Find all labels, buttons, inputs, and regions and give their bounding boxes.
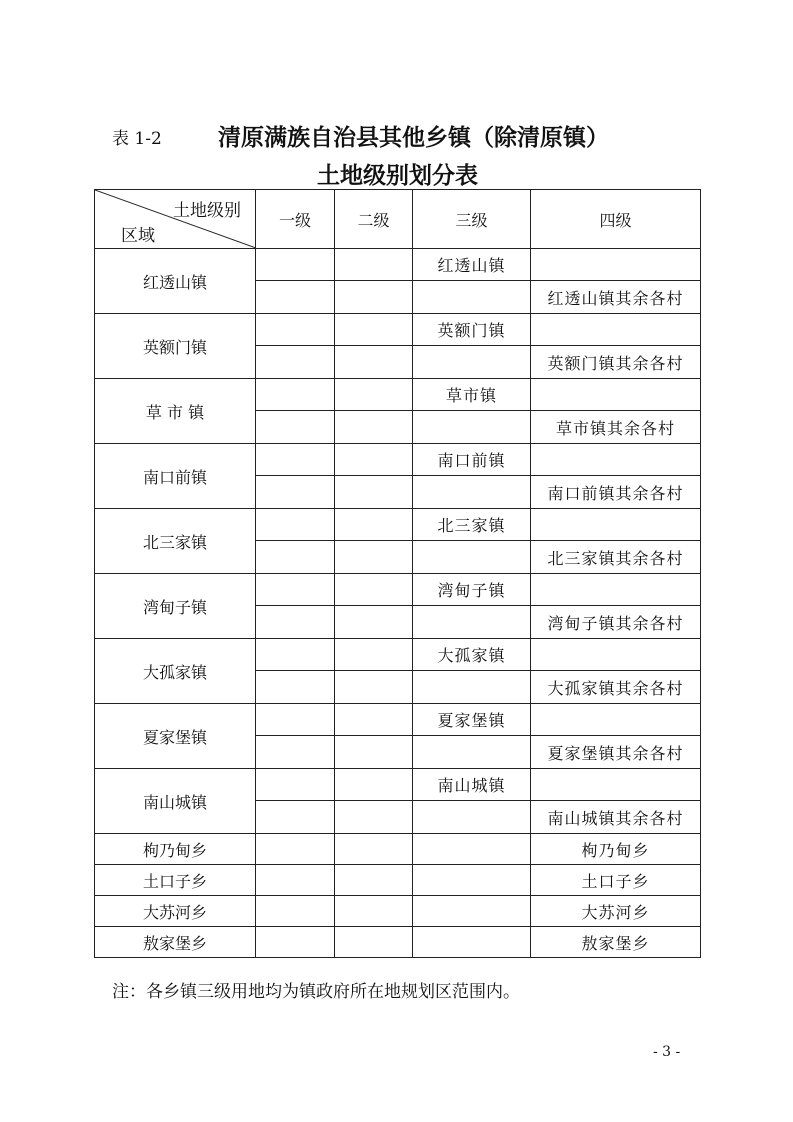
- level-4-area: 南口前镇其余各村: [531, 476, 701, 509]
- level-2-cell: [335, 865, 413, 896]
- header-level-3: 三级: [413, 190, 531, 249]
- level-3-cell: [413, 801, 531, 834]
- table-row: [95, 639, 701, 671]
- header-level-2: 二级: [335, 190, 413, 249]
- level-4-cell: [531, 509, 701, 541]
- table-row: [95, 444, 701, 476]
- level-1-cell: [256, 639, 335, 671]
- level-3-cell: [413, 736, 531, 769]
- level-2-cell: [335, 606, 413, 639]
- level-4-cell: [531, 639, 701, 671]
- level-3-cell: [413, 411, 531, 444]
- level-1-cell: [256, 671, 335, 704]
- level-2-cell: [335, 314, 413, 346]
- level-4-area: 红透山镇其余各村: [531, 281, 701, 314]
- level-4-area: 湾甸子镇其余各村: [531, 606, 701, 639]
- level-4-area: 英额门镇其余各村: [531, 346, 701, 379]
- level-2-cell: [335, 444, 413, 476]
- township-name: 枸乃甸乡: [95, 834, 256, 865]
- level-3-cell: [413, 606, 531, 639]
- level-3-cell: [413, 896, 531, 927]
- level-3-area: 南口前镇: [413, 444, 531, 476]
- page-number: - 3 -: [653, 1044, 681, 1060]
- level-3-cell: [413, 834, 531, 865]
- town-name: 南口前镇: [95, 444, 256, 509]
- level-4-cell: [531, 249, 701, 281]
- corner-label-level: 土地级别: [173, 201, 241, 221]
- level-1-cell: [256, 314, 335, 346]
- town-name: 南山城镇: [95, 769, 256, 834]
- table-row: [95, 509, 701, 541]
- table-row: [95, 927, 701, 958]
- table-row: [95, 379, 701, 411]
- level-4-area: 大孤家镇其余各村: [531, 671, 701, 704]
- level-2-cell: [335, 346, 413, 379]
- level-1-cell: [256, 476, 335, 509]
- level-3-cell: [413, 927, 531, 958]
- level-4-cell: [531, 574, 701, 606]
- level-3-cell: [413, 865, 531, 896]
- town-name: 红透山镇: [95, 249, 256, 314]
- level-3-area: 大孤家镇: [413, 639, 531, 671]
- table-row: [95, 896, 701, 927]
- level-4-area: 大苏河乡: [531, 896, 701, 927]
- level-2-cell: [335, 769, 413, 801]
- table-row: [95, 249, 701, 281]
- level-4-area: 南山城镇其余各村: [531, 801, 701, 834]
- level-1-cell: [256, 509, 335, 541]
- level-1-cell: [256, 281, 335, 314]
- level-1-cell: [256, 801, 335, 834]
- level-3-cell: [413, 671, 531, 704]
- level-3-area: 北三家镇: [413, 509, 531, 541]
- header-corner-cell: [95, 190, 256, 249]
- level-4-area: 敖家堡乡: [531, 927, 701, 958]
- table-header-row: [95, 190, 701, 249]
- town-name: 夏家堡镇: [95, 704, 256, 769]
- level-2-cell: [335, 541, 413, 574]
- level-1-cell: [256, 606, 335, 639]
- level-2-cell: [335, 249, 413, 281]
- town-name: 湾甸子镇: [95, 574, 256, 639]
- level-3-area: 湾甸子镇: [413, 574, 531, 606]
- level-1-cell: [256, 927, 335, 958]
- level-2-cell: [335, 896, 413, 927]
- level-2-cell: [335, 834, 413, 865]
- town-name: 英额门镇: [95, 314, 256, 379]
- level-2-cell: [335, 736, 413, 769]
- land-grade-table: [94, 189, 701, 958]
- level-3-area: 英额门镇: [413, 314, 531, 346]
- level-1-cell: [256, 704, 335, 736]
- table-row: [95, 314, 701, 346]
- table-label: 表 1-2: [112, 129, 162, 149]
- level-2-cell: [335, 509, 413, 541]
- level-3-cell: [413, 541, 531, 574]
- level-4-area: 夏家堡镇其余各村: [531, 736, 701, 769]
- level-3-area: 红透山镇: [413, 249, 531, 281]
- level-2-cell: [335, 476, 413, 509]
- level-4-area: 草市镇其余各村: [531, 411, 701, 444]
- level-1-cell: [256, 411, 335, 444]
- level-2-cell: [335, 927, 413, 958]
- level-1-cell: [256, 834, 335, 865]
- table-row: [95, 834, 701, 865]
- town-name: 草 市 镇: [95, 379, 256, 444]
- level-2-cell: [335, 639, 413, 671]
- table-row: [95, 865, 701, 896]
- page-title: 清原满族自治县其他乡镇（除清原镇）: [218, 124, 609, 151]
- town-name: 北三家镇: [95, 509, 256, 574]
- level-1-cell: [256, 444, 335, 476]
- level-2-cell: [335, 379, 413, 411]
- level-4-cell: [531, 314, 701, 346]
- township-name: 敖家堡乡: [95, 927, 256, 958]
- level-2-cell: [335, 671, 413, 704]
- page-subtitle-text: 土地级别划分表: [317, 162, 478, 189]
- level-4-cell: [531, 704, 701, 736]
- level-1-cell: [256, 896, 335, 927]
- level-4-area: 枸乃甸乡: [531, 834, 701, 865]
- township-name: 土口子乡: [95, 865, 256, 896]
- level-1-cell: [256, 249, 335, 281]
- level-3-cell: [413, 346, 531, 379]
- level-1-cell: [256, 541, 335, 574]
- level-3-area: 草市镇: [413, 379, 531, 411]
- level-1-cell: [256, 769, 335, 801]
- footnote: 注：各乡镇三级用地均为镇政府所在地规划区范围内。: [112, 982, 520, 1002]
- level-2-cell: [335, 281, 413, 314]
- table-row: [95, 574, 701, 606]
- level-2-cell: [335, 411, 413, 444]
- town-name: 大孤家镇: [95, 639, 256, 704]
- level-1-cell: [256, 736, 335, 769]
- township-name: 大苏河乡: [95, 896, 256, 927]
- level-1-cell: [256, 865, 335, 896]
- level-3-cell: [413, 476, 531, 509]
- header-level-4: 四级: [531, 190, 701, 249]
- level-2-cell: [335, 574, 413, 606]
- level-3-area: 南山城镇: [413, 769, 531, 801]
- level-1-cell: [256, 379, 335, 411]
- page-subtitle: [0, 157, 793, 190]
- header-level-1: 一级: [256, 190, 335, 249]
- level-1-cell: [256, 346, 335, 379]
- level-4-area: 北三家镇其余各村: [531, 541, 701, 574]
- level-4-cell: [531, 379, 701, 411]
- level-2-cell: [335, 801, 413, 834]
- corner-label-region: 区域: [121, 226, 155, 246]
- table-row: [95, 769, 701, 801]
- level-3-cell: [413, 281, 531, 314]
- table-row: [95, 704, 701, 736]
- level-4-area: 土口子乡: [531, 865, 701, 896]
- level-4-cell: [531, 444, 701, 476]
- level-3-area: 夏家堡镇: [413, 704, 531, 736]
- level-2-cell: [335, 704, 413, 736]
- level-1-cell: [256, 574, 335, 606]
- level-4-cell: [531, 769, 701, 801]
